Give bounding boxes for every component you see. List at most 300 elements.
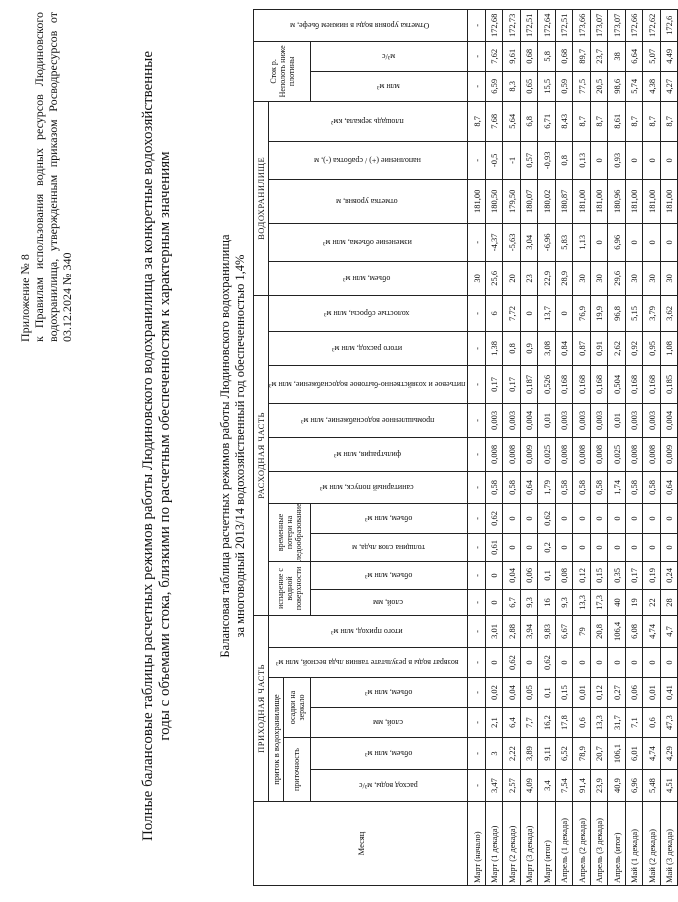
table-cell: 181,00	[468, 179, 486, 223]
table-cell: 3,01	[485, 615, 503, 647]
table-cell: 25,6	[485, 261, 503, 295]
table-cell: 8,7	[625, 101, 643, 141]
table-cell: 79	[573, 615, 591, 647]
table-cell: 20,8	[590, 615, 608, 647]
table-cell: 4,09	[520, 770, 538, 802]
table-cell: 23,9	[590, 770, 608, 802]
table-cell: 5,48	[643, 770, 661, 802]
table-cell: 0	[590, 648, 608, 678]
table-cell: -	[468, 437, 486, 471]
table-cell: 5,64	[503, 101, 521, 141]
subtitle-line-1: Балансовая таблица расчетных режимов работы Людиновского водохранилища	[218, 234, 232, 658]
table-cell: 0,168	[573, 365, 591, 403]
table-cell: 0,9	[520, 331, 538, 365]
table-subtitle	[218, 36, 248, 856]
precip-layer-header: слой, мм	[311, 708, 468, 738]
table-cell: 0,58	[485, 471, 503, 503]
month-header: Месяц	[254, 802, 468, 886]
table-cell: 2,22	[503, 738, 521, 770]
table-cell: 13,7	[538, 295, 556, 331]
table-cell: 0,04	[503, 678, 521, 708]
table-cell: -	[468, 678, 486, 708]
table-cell: 0,009	[660, 437, 678, 471]
table-cell: 0,13	[573, 141, 591, 179]
table-cell: -5,63	[503, 223, 521, 261]
table-cell: 0,57	[520, 141, 538, 179]
table-cell: 6,64	[625, 41, 643, 71]
table-cell: 0,41	[660, 678, 678, 708]
table-cell: 0,62	[538, 648, 556, 678]
income-part-header: ПРИХОДНАЯ ЧАСТЬ	[254, 615, 269, 801]
fill-drawdown-header: наполнение (+) / сработка (-), м	[269, 141, 468, 179]
table-cell: 8,7	[573, 101, 591, 141]
table-cell: 30	[573, 261, 591, 295]
table-cell: 0,003	[643, 403, 661, 437]
table-cell: 0,01	[538, 403, 556, 437]
table-cell: 180,50	[485, 179, 503, 223]
table-cell: 0	[608, 648, 626, 678]
table-cell: -	[468, 331, 486, 365]
table-cell: 17,3	[590, 589, 608, 615]
table-cell: 179,50	[503, 179, 521, 223]
table-cell: 172,51	[520, 9, 538, 41]
table-cell: 23	[520, 261, 538, 295]
table-cell: 1,38	[485, 331, 503, 365]
balance-table	[253, 9, 678, 886]
precipitation-header: осадки на зеркало	[283, 678, 310, 738]
table-cell: 0,58	[573, 471, 591, 503]
table-row	[643, 9, 661, 885]
table-cell: 0,008	[485, 437, 503, 471]
table-row	[573, 9, 591, 885]
table-cell: 180,07	[520, 179, 538, 223]
table-cell: 20	[503, 261, 521, 295]
table-cell: 0,168	[625, 365, 643, 403]
table-cell: 7,72	[503, 295, 521, 331]
month-cell: Март (итог)	[538, 802, 556, 886]
volume-change-header: изменение объема, млн м³	[269, 223, 468, 261]
table-cell: -	[468, 403, 486, 437]
table-cell: 0	[643, 503, 661, 533]
table-cell: 181,00	[625, 179, 643, 223]
table-row	[608, 9, 626, 885]
table-cell: 8,7	[590, 101, 608, 141]
table-cell: 0	[608, 503, 626, 533]
month-cell: Март (1 декада)	[485, 802, 503, 886]
table-cell: 0	[608, 533, 626, 561]
table-cell: 0,15	[555, 678, 573, 708]
table-cell: 28,9	[555, 261, 573, 295]
table-cell: 0,62	[503, 648, 521, 678]
table-cell: 0	[660, 223, 678, 261]
table-cell: 0,8	[555, 141, 573, 179]
table-cell: 181,00	[590, 179, 608, 223]
table-cell: 0,008	[503, 437, 521, 471]
table-cell: 76,9	[573, 295, 591, 331]
table-cell: 0,08	[555, 561, 573, 589]
table-cell: 0,91	[590, 331, 608, 365]
table-cell: 0	[520, 533, 538, 561]
month-cell: Март (3 декада)	[520, 802, 538, 886]
ice-losses-header: временные потери на ледообразование	[269, 503, 311, 561]
return-water-header: возврат воды в результате таяния льда весной, млн м³	[269, 648, 468, 678]
table-cell: -4,37	[485, 223, 503, 261]
table-cell: 0	[520, 295, 538, 331]
table-cell: 20,7	[590, 738, 608, 770]
table-cell: -	[468, 223, 486, 261]
table-cell: 1,08	[660, 331, 678, 365]
table-cell: 89,7	[573, 41, 591, 71]
table-cell: 0,64	[520, 471, 538, 503]
table-cell: 7,7	[520, 708, 538, 738]
table-cell: 0,61	[485, 533, 503, 561]
industrial-header: промышленное водоснабжение, млн м³	[269, 403, 468, 437]
tailwater-header: Отметка уровня воды в нижнем бьефе, м	[254, 9, 468, 41]
table-cell: 0,68	[555, 41, 573, 71]
table-cell: 28	[660, 589, 678, 615]
table-cell: 173,66	[573, 9, 591, 41]
table-cell: 0	[573, 503, 591, 533]
table-cell: 78,9	[573, 738, 591, 770]
evap-volume-header: объем, млн м³	[311, 561, 468, 589]
inflow-volume-header: объем, млн м³	[311, 738, 468, 770]
table-cell: 5,74	[625, 71, 643, 101]
table-cell: 0,025	[608, 437, 626, 471]
table-cell: 19,9	[590, 295, 608, 331]
table-cell: 0	[643, 141, 661, 179]
table-cell: 0	[573, 648, 591, 678]
table-cell: -	[468, 770, 486, 802]
table-cell: 0,187	[520, 365, 538, 403]
evaporation-header: испарение с водной поверхности	[269, 561, 311, 615]
table-cell: 0,24	[660, 561, 678, 589]
ice-volume-header: объем, млн м³	[311, 503, 468, 533]
table-cell: 1,13	[573, 223, 591, 261]
table-cell: 17,8	[555, 708, 573, 738]
table-cell: 1,74	[608, 471, 626, 503]
table-cell: 0	[625, 223, 643, 261]
table-cell: 98,6	[608, 71, 626, 101]
appendix-text: к Правилам использования водных ресурсов Людиновского водохранилища, утвержденным приказом Росводресурсов от 03.12.2024 № 340	[32, 12, 74, 342]
table-cell: 2,1	[485, 708, 503, 738]
table-cell: 8,7	[643, 101, 661, 141]
month-cell: Март (начало)	[468, 802, 486, 886]
mirror-area-header: площадь зеркала, км²	[269, 101, 468, 141]
table-cell: 0,004	[520, 403, 538, 437]
table-cell: 172,73	[503, 9, 521, 41]
table-cell: 173,07	[608, 9, 626, 41]
table-cell: 9,61	[503, 41, 521, 71]
table-cell: -6,96	[538, 223, 556, 261]
table-cell: 3,08	[538, 331, 556, 365]
filtration-header: фильтрация, млн м³	[269, 437, 468, 471]
table-cell: 0	[625, 533, 643, 561]
table-cell: 3,94	[520, 615, 538, 647]
table-cell: 0,003	[625, 403, 643, 437]
table-cell: 0,8	[503, 331, 521, 365]
table-cell: -	[468, 471, 486, 503]
table-cell: 1,79	[538, 471, 556, 503]
table-cell: 5,07	[643, 41, 661, 71]
table-cell: 0	[660, 141, 678, 179]
precip-volume-header: объем, млн м³	[311, 678, 468, 708]
drinking-header: питьевое и хозяйственно-бытовое водоснабжение, млн м³	[269, 365, 468, 403]
level-mark-header: отметка уровня, м	[269, 179, 468, 223]
appendix-note	[18, 12, 74, 342]
table-cell: 29,6	[608, 261, 626, 295]
month-cell: Апрель (1 декада)	[555, 802, 573, 886]
table-cell: 0,68	[520, 41, 538, 71]
table-cell: -	[468, 738, 486, 770]
table-cell: -	[468, 589, 486, 615]
table-cell: 172,64	[538, 9, 556, 41]
month-cell: Май (1 декада)	[625, 802, 643, 886]
table-cell: 9,3	[520, 589, 538, 615]
table-cell: 0,1	[538, 678, 556, 708]
table-cell: -	[468, 708, 486, 738]
table-cell: 3	[485, 738, 503, 770]
table-cell: 0	[555, 503, 573, 533]
table-cell: 0	[503, 533, 521, 561]
table-cell: 3,79	[643, 295, 661, 331]
table-cell: 0	[590, 141, 608, 179]
table-cell: 9,3	[555, 589, 573, 615]
table-cell: 0,003	[590, 403, 608, 437]
table-cell: 2,62	[608, 331, 626, 365]
sanitary-header: санитарный попуск, млн м³	[269, 471, 468, 503]
table-cell: 0	[503, 503, 521, 533]
table-cell: 3,47	[485, 770, 503, 802]
subtitle-line-2: за многоводный 2013/14 водохозяйственный год обеспеченностью 1,4%	[233, 254, 247, 638]
table-cell: 0	[520, 503, 538, 533]
table-cell: 16	[538, 589, 556, 615]
table-cell: -	[468, 365, 486, 403]
table-cell: 0	[590, 533, 608, 561]
table-cell: 8,7	[660, 101, 678, 141]
table-cell: 0,168	[555, 365, 573, 403]
table-cell: 0,92	[625, 331, 643, 365]
table-cell: 0	[485, 648, 503, 678]
table-cell: 181,00	[643, 179, 661, 223]
table-cell: 2,57	[503, 770, 521, 802]
table-cell: 181,00	[573, 179, 591, 223]
table-cell: 0,27	[608, 678, 626, 708]
table-cell: 0,008	[643, 437, 661, 471]
table-cell: 0	[555, 533, 573, 561]
table-cell: 0,06	[625, 678, 643, 708]
table-cell: 0	[520, 648, 538, 678]
table-cell: 181,00	[660, 179, 678, 223]
table-cell: 5,15	[625, 295, 643, 331]
table-cell: -	[468, 9, 486, 41]
table-row	[520, 9, 538, 885]
total-income-header: итого приход, млн м³	[269, 615, 468, 647]
expense-part-header: РАСХОДНАЯ ЧАСТЬ	[254, 295, 269, 615]
table-cell: 30	[590, 261, 608, 295]
table-cell: 6,96	[608, 223, 626, 261]
table-cell: 0	[660, 533, 678, 561]
table-cell: 5,8	[538, 41, 556, 71]
table-cell: 0,01	[608, 403, 626, 437]
table-cell: 8,7	[468, 101, 486, 141]
table-cell: 22	[643, 589, 661, 615]
table-row	[625, 9, 643, 885]
table-cell: 0,003	[503, 403, 521, 437]
runoff-flow-header: м³/с	[311, 41, 468, 71]
table-cell: 3,89	[520, 738, 538, 770]
table-cell: 30	[625, 261, 643, 295]
table-cell: 30	[643, 261, 661, 295]
table-cell: 0,17	[503, 365, 521, 403]
table-cell: 0,84	[555, 331, 573, 365]
table-cell: -	[468, 41, 486, 71]
table-cell: 40,9	[608, 770, 626, 802]
table-cell: 0,6	[643, 708, 661, 738]
table-cell: 0,008	[573, 437, 591, 471]
table-cell: 8,43	[555, 101, 573, 141]
table-cell: 9,83	[538, 615, 556, 647]
month-cell: Апрель (итог)	[608, 802, 626, 886]
table-cell: 0,168	[643, 365, 661, 403]
table-cell: 6,08	[625, 615, 643, 647]
table-cell: 6,67	[555, 615, 573, 647]
table-row	[468, 9, 486, 885]
table-cell: 6,4	[503, 708, 521, 738]
table-cell: 7,54	[555, 770, 573, 802]
table-cell: -	[468, 648, 486, 678]
table-cell: 0,504	[608, 365, 626, 403]
table-cell: 180,96	[608, 179, 626, 223]
table-cell: 0,526	[538, 365, 556, 403]
table-row	[590, 9, 608, 885]
idle-discharge-header: холостые сбросы, млн м³	[269, 295, 468, 331]
table-cell: 7,1	[625, 708, 643, 738]
table-cell: 0,64	[660, 471, 678, 503]
runoff-header: Сток р. Неполоть ниже плотины	[254, 41, 311, 101]
table-cell: 2,88	[503, 615, 521, 647]
table-cell: 0	[590, 223, 608, 261]
table-cell: 13,3	[573, 589, 591, 615]
month-cell: Март (2 декада)	[503, 802, 521, 886]
table-row	[503, 9, 521, 885]
table-cell: 0	[660, 503, 678, 533]
appendix-number: Приложение № 8	[18, 254, 32, 342]
table-cell: 0,65	[520, 71, 538, 101]
table-cell: 9,11	[538, 738, 556, 770]
table-cell: 5,83	[555, 223, 573, 261]
table-cell: 0,12	[573, 561, 591, 589]
table-cell: 38	[608, 41, 626, 71]
table-cell: 6,71	[538, 101, 556, 141]
table-cell: 0,59	[555, 71, 573, 101]
table-cell: 0	[485, 589, 503, 615]
table-cell: 20,5	[590, 71, 608, 101]
table-cell: 4,49	[660, 41, 678, 71]
month-cell: Апрель (3 декада)	[590, 802, 608, 886]
table-cell: 106,1	[608, 738, 626, 770]
table-cell: -	[468, 561, 486, 589]
table-cell: 0,62	[485, 503, 503, 533]
table-cell: -	[468, 71, 486, 101]
table-cell: 180,02	[538, 179, 556, 223]
table-cell: 4,38	[643, 71, 661, 101]
table-cell: 47,3	[660, 708, 678, 738]
table-row	[538, 9, 556, 885]
table-cell: 106,4	[608, 615, 626, 647]
table-cell: -	[468, 533, 486, 561]
table-cell: 15,5	[538, 71, 556, 101]
table-cell: 6,7	[503, 589, 521, 615]
table-cell: 172,62	[643, 9, 661, 41]
table-cell: -1	[503, 141, 521, 179]
table-cell: 172,68	[485, 9, 503, 41]
table-cell: 96,8	[608, 295, 626, 331]
tributary-header: приточность	[283, 738, 310, 802]
table-cell: 0,025	[538, 437, 556, 471]
month-cell: Май (3 декада)	[660, 802, 678, 886]
table-cell: 4,27	[660, 71, 678, 101]
table-cell: 0,6	[573, 708, 591, 738]
table-cell: 0	[590, 503, 608, 533]
table-cell: 0,168	[590, 365, 608, 403]
table-cell: 0,1	[538, 561, 556, 589]
table-cell: -0,5	[485, 141, 503, 179]
table-cell: 0	[573, 533, 591, 561]
table-cell: 3,4	[538, 770, 556, 802]
table-cell: 0,008	[555, 437, 573, 471]
table-cell: 4,74	[643, 615, 661, 647]
table-cell: 0,58	[503, 471, 521, 503]
table-cell: 4,7	[660, 615, 678, 647]
table-cell: 0,06	[520, 561, 538, 589]
table-cell: 0,19	[643, 561, 661, 589]
table-cell: 173,07	[590, 9, 608, 41]
res-volume-header: объем, млн м³	[269, 261, 468, 295]
table-row	[485, 9, 503, 885]
table-cell: -0,93	[538, 141, 556, 179]
table-cell: 0	[485, 561, 503, 589]
table-cell: 22,9	[538, 261, 556, 295]
page-title: Полные балансовые таблицы расчетных режимов работы Людиновского водохранилища за конкретные водохозяйственные годы с объемами стока, близкими по расчетным обеспеченностям к характерным значениям	[140, 50, 173, 842]
table-cell: 0,02	[485, 678, 503, 708]
table-cell: 3,62	[660, 295, 678, 331]
table-cell: 30	[468, 261, 486, 295]
table-cell: 0,185	[660, 365, 678, 403]
table-cell: 0,008	[590, 437, 608, 471]
table-cell: 13,3	[590, 708, 608, 738]
table-cell: 0,58	[643, 471, 661, 503]
table-cell: 172,66	[625, 9, 643, 41]
table-cell: 4,74	[643, 738, 661, 770]
table-cell: 172,6	[660, 9, 678, 41]
table-cell: 0	[643, 533, 661, 561]
table-cell: 0	[555, 295, 573, 331]
table-cell: 0,003	[555, 403, 573, 437]
table-cell: 8,3	[503, 71, 521, 101]
table-cell: 0,009	[520, 437, 538, 471]
table-cell: -	[468, 295, 486, 331]
table-cell: -	[468, 141, 486, 179]
table-cell: 7,68	[485, 101, 503, 141]
table-cell: 40	[608, 589, 626, 615]
runoff-volume-header: млн м³	[311, 71, 468, 101]
table-cell: 0,15	[590, 561, 608, 589]
table-cell: 19	[625, 589, 643, 615]
table-cell: 6	[485, 295, 503, 331]
table-cell: 0,17	[485, 365, 503, 403]
month-cell: Май (2 декада)	[643, 802, 661, 886]
table-cell: 0,58	[555, 471, 573, 503]
